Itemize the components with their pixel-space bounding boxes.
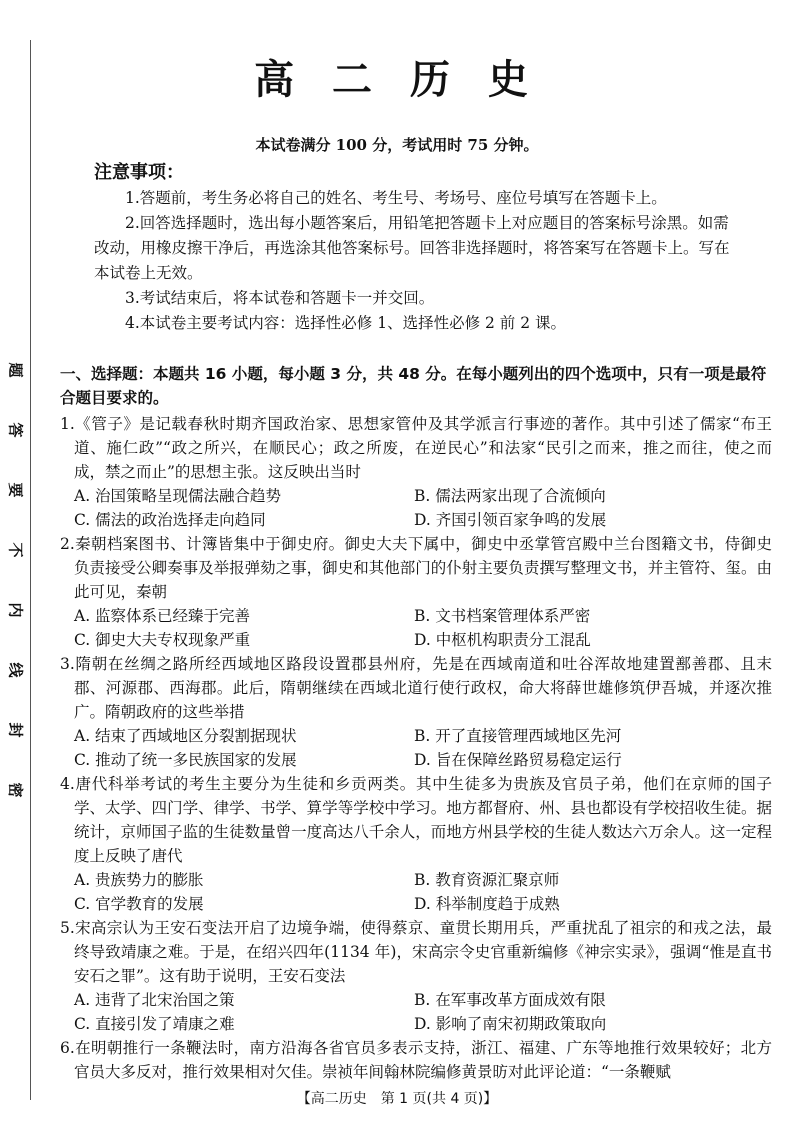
option: D. 影响了南宋初期政策取向 <box>414 1015 607 1033</box>
question <box>60 772 772 916</box>
page-title: 高 二 历 史 <box>254 57 540 103</box>
binding-char: 线 <box>6 662 25 678</box>
binding-line <box>30 40 31 1100</box>
question-options <box>60 604 772 652</box>
option: A. 治国策略呈现儒法融合趋势 <box>74 487 282 505</box>
question-stem: 6.在明朝推行一条鞭法时，南方沿海各省官员多表示支持，浙江、福建、广东等地推行效果较好；北方官员大多反对，推行效果相对欠佳。崇祯年间翰林院编修黄景昉对此评论道：“一条鞭赋 <box>60 1039 772 1081</box>
option: C. 官学教育的发展 <box>74 895 204 913</box>
question <box>60 532 772 652</box>
binding-char: 题 <box>6 362 25 378</box>
question-stem: 4.唐代科举考试的考生主要分为生徒和乡贡两类。其中生徒多为贵族及官员子弟，他们在京师的国子学、太学、四门学、律学、书学、算学等学校中学习。地方都督府、州、县也都设有学校招收生徒。据统计，京师国子监的生徒数量曾一度高达八千余人，而地方州县学校的生徒人数达六万余人。这一定程度上反映了唐代 <box>60 775 772 865</box>
question-options <box>60 724 772 772</box>
notice-item: 3.考试结束后，将本试卷和答题卡一并交回。 <box>125 289 435 307</box>
question <box>60 1036 772 1084</box>
option: C. 御史大夫专权现象严重 <box>74 631 251 649</box>
question <box>60 652 772 772</box>
option: D. 科举制度趋于成熟 <box>414 895 560 913</box>
notice-item: 1.答题前，考生务必将自己的姓名、考生号、考场号、座位号填写在答题卡上。 <box>125 189 667 207</box>
notice-block <box>94 160 734 336</box>
question-stem: 3.隋朝在丝绸之路所经西域地区路段设置郡县州府，先是在西域南道和吐谷浑故地建置鄯善郡、且末郡、河源郡、西海郡。此后，隋朝继续在西域北道行使行政权，命大将薛世雄修筑伊吾城，并逐次推广。隋朝政府的这些举措 <box>60 655 772 721</box>
binding-char: 内 <box>6 602 25 618</box>
option: C. 直接引发了靖康之难 <box>74 1015 235 1033</box>
exam-info: 本试卷满分 100 分，考试用时 75 分钟。 <box>255 136 539 154</box>
question-options <box>60 484 772 532</box>
option: A. 结束了西域地区分裂割据现状 <box>74 727 297 745</box>
binding-char: 不 <box>6 542 25 558</box>
question <box>60 916 772 1036</box>
question-options <box>60 988 772 1036</box>
option: A. 监察体系已经臻于完善 <box>74 607 251 625</box>
question-stem: 2.秦朝档案图书、计簿皆集中于御史府。御史大夫下属中，御史中丞掌管宫殿中兰台图籍文书，侍御史负责接受公卿奏事及举报弹劾之事，御史和其他部门的仆射主要负责撰写整理文书，并主管符、玺。由此可见，秦朝 <box>60 535 772 601</box>
option: A. 贵族势力的膨胀 <box>74 871 204 889</box>
question-stem: 1.《管子》是记载春秋时期齐国政治家、思想家管仲及其学派言行事迹的著作。其中引述了儒家“布王道、施仁政”“政之所兴，在顺民心；政之所废，在逆民心”和法家“民引之而来，推之而往，使之而成，禁之而止”的思想主张。这反映出当时 <box>60 415 772 481</box>
option: D. 旨在保障丝路贸易稳定运行 <box>414 751 622 769</box>
questions-section <box>60 362 772 1084</box>
option: B. 在军事改革方面成效有限 <box>414 991 606 1009</box>
binding-char: 答 <box>6 422 25 438</box>
page-footer: 【高二历史 第 1 页(共 4 页)】 <box>296 1091 498 1107</box>
option: C. 儒法的政治选择走向趋同 <box>74 511 266 529</box>
option: B. 儒法两家出现了合流倾向 <box>414 487 606 505</box>
option: D. 齐国引领百家争鸣的发展 <box>414 511 607 529</box>
question-stem: 5.宋高宗认为王安石变法开启了边境争端，使得蔡京、童贯长期用兵，严重扰乱了祖宗的和戎之法，最终导致靖康之难。于是，在绍兴四年(1134 年)，宋高宗令史官重新编修《神宗实录》，强调“惟是直书安石之罪”。这有助于说明，王安石变法 <box>60 919 772 985</box>
question-options <box>60 868 772 916</box>
option: C. 推动了统一多民族国家的发展 <box>74 751 297 769</box>
binding-char: 封 <box>6 722 25 738</box>
section-heading: 一、选择题：本题共 16 小题，每小题 3 分，共 48 分。在每小题列出的四个选项中，只有一项是最符合题目要求的。 <box>60 365 767 407</box>
binding-char: 密 <box>6 782 25 798</box>
notice-item: 2.回答选择题时，选出每小题答案后，用铅笔把答题卡上对应题目的答案标号涂黑。如需改动，用橡皮擦干净后，再选涂其他答案标号。回答非选择题时，将答案写在答题卡上。写在本试卷上无效。 <box>94 214 730 282</box>
question <box>60 412 772 532</box>
notice-item: 4.本试卷主要考试内容：选择性必修 1、选择性必修 2 前 2 课。 <box>125 314 567 332</box>
option: D. 中枢机构职责分工混乱 <box>414 631 591 649</box>
binding-char: 要 <box>6 482 25 498</box>
binding-margin-text <box>4 340 28 820</box>
option: B. 教育资源汇聚京师 <box>414 871 560 889</box>
option: B. 开了直接管理西域地区先河 <box>414 727 622 745</box>
option: B. 文书档案管理体系严密 <box>414 607 591 625</box>
notice-heading: 注意事项： <box>94 162 184 183</box>
option: A. 违背了北宋治国之策 <box>74 991 235 1009</box>
